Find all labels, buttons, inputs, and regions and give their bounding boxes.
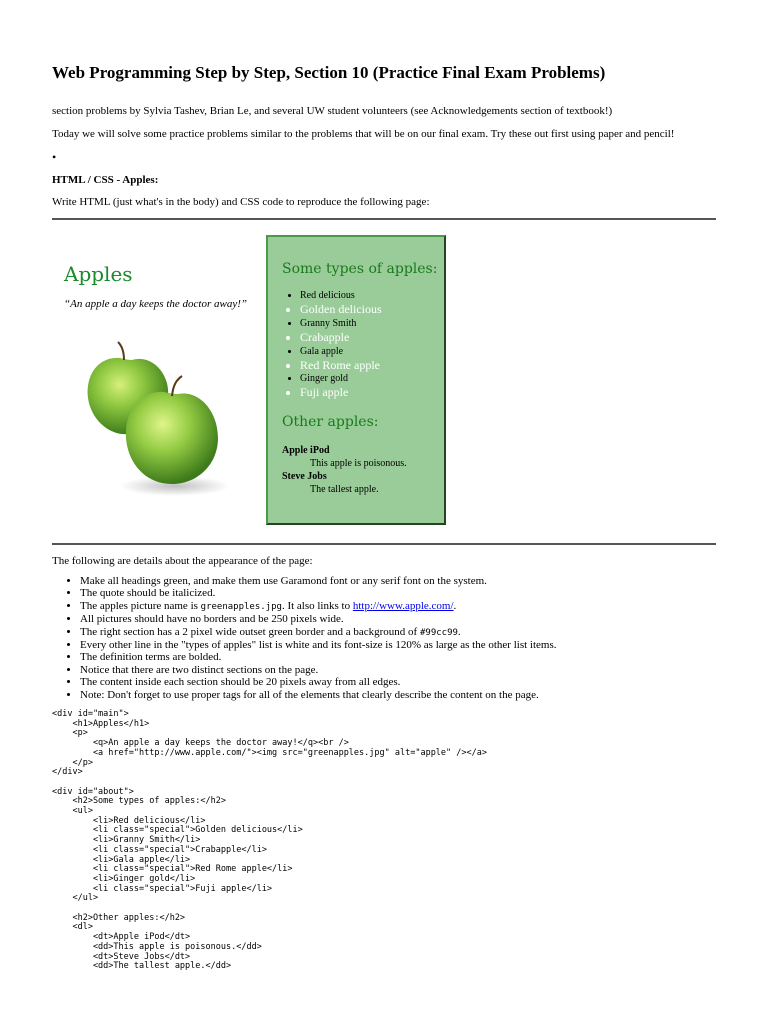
problem-heading: HTML / CSS - Apples: <box>52 174 159 186</box>
figure-quote: “An apple a day keeps the doctor away!” <box>64 298 247 310</box>
intro-credits: section problems by Sylvia Tashev, Brian Le, and several UW student volunteers (see Acknowledgements section of textbook!) <box>52 105 613 117</box>
apple-type-item-special: • Red Rome apple <box>300 359 430 373</box>
page-title: Web Programming Step by Step, Section 10 (Practice Final Exam Problems) <box>52 63 606 82</box>
bottom-divider <box>52 543 716 545</box>
requirement-item: • Every other line in the "types of apples" list is white and its font-size is 120% as large as the other list items. <box>80 639 740 651</box>
problem-instruction: Write HTML (just what's in the body) and CSS code to reproduce the following page: <box>52 196 430 208</box>
requirement-text: . <box>453 599 457 612</box>
color-code: #99cc99 <box>419 627 458 638</box>
figure-heading: Apples <box>64 262 133 286</box>
apple-type-item: • Red delicious <box>300 289 430 303</box>
apple-type-item: • Granny Smith <box>300 317 430 331</box>
requirement-text: . It also links to <box>281 599 353 612</box>
apple-type-item-special: • Crabapple <box>300 331 430 345</box>
green-apples-image[interactable] <box>80 338 230 498</box>
top-divider <box>52 218 716 220</box>
requirement-text: The apples picture name is <box>80 599 201 612</box>
requirement-item: • Notice that there are two distinct sections on the page. <box>80 664 740 676</box>
requirement-item: • Make all headings green, and make them use Garamond font or any serif font on the system. <box>80 575 740 587</box>
other-apples-list <box>282 444 430 496</box>
requirement-item: • The quote should be italicized. <box>80 587 740 599</box>
requirement-text: The right section has a 2 pixel wide outset green border and a background of <box>80 625 420 638</box>
requirements-list <box>52 575 740 701</box>
filename-code: greenapples.jpg <box>200 601 282 612</box>
types-heading: Some types of apples: <box>282 261 438 277</box>
requirement-item: • The definition terms are bolded. <box>80 651 740 663</box>
definition-term: Steve Jobs <box>282 471 327 483</box>
requirement-text: . <box>457 625 461 638</box>
apple-link[interactable]: http://www.apple.com/ <box>352 599 454 612</box>
definition-term: Apple iPod <box>282 445 330 457</box>
details-intro: The following are details about the appearance of the page: <box>52 555 313 567</box>
figure-main-section <box>64 262 264 310</box>
code-listing: <div id="main"> <h1>Apples</h1> <p> <q>An apple a day keeps the doctor away!</q><br /> <a href="http://www.apple.com/"><img src="greenapples.jpg" alt="apple" /></a> </p> </div> <div id="about"> <h2>Some types of apples:</h2> <ul> <li>Red delicious</li> <li class="special">Golden delicious</li> <li>Granny Smith</li> <li class="special">Crabapple</li> <li>Gala apple</li> <li class="special">Red Rome apple</li> <li>Ginger gold</li> <li class="special">Fuji apple</li> </ul> <h2>Other apples:</h2> <dl> <dt>Apple iPod</dt> <dd>This apple is poisonous.</dd> <dt>Steve Jobs</dt> <dd>The tallest apple.</dd> <box>52 709 487 972</box>
apple-type-item: • Gala apple <box>300 345 430 359</box>
requirement-item <box>80 626 740 639</box>
empty-bullet: • <box>52 150 57 164</box>
requirement-item: • The content inside each section should be 20 pixels away from all edges. <box>80 676 740 688</box>
apple-type-item-special: • Fuji apple <box>300 386 430 400</box>
requirement-item: • All pictures should have no borders and be 250 pixels wide. <box>80 613 740 625</box>
intro-today: Today we will solve some practice problems similar to the problems that will be on our final exam. Try these out first using paper and pencil! <box>52 128 675 140</box>
apple-types-list <box>282 289 430 400</box>
requirement-item <box>80 600 740 613</box>
apple-type-item-special: • Golden delicious <box>300 303 430 317</box>
other-heading: Other apples: <box>282 414 379 431</box>
definition-desc: This apple is poisonous. <box>310 458 407 470</box>
requirement-item: • Note: Don't forget to use proper tags for all of the elements that clearly describe the content on the page. <box>80 689 740 701</box>
definition-desc: The tallest apple. <box>310 484 379 496</box>
figure-about-section <box>266 235 446 525</box>
apple-type-item: • Ginger gold <box>300 372 430 386</box>
